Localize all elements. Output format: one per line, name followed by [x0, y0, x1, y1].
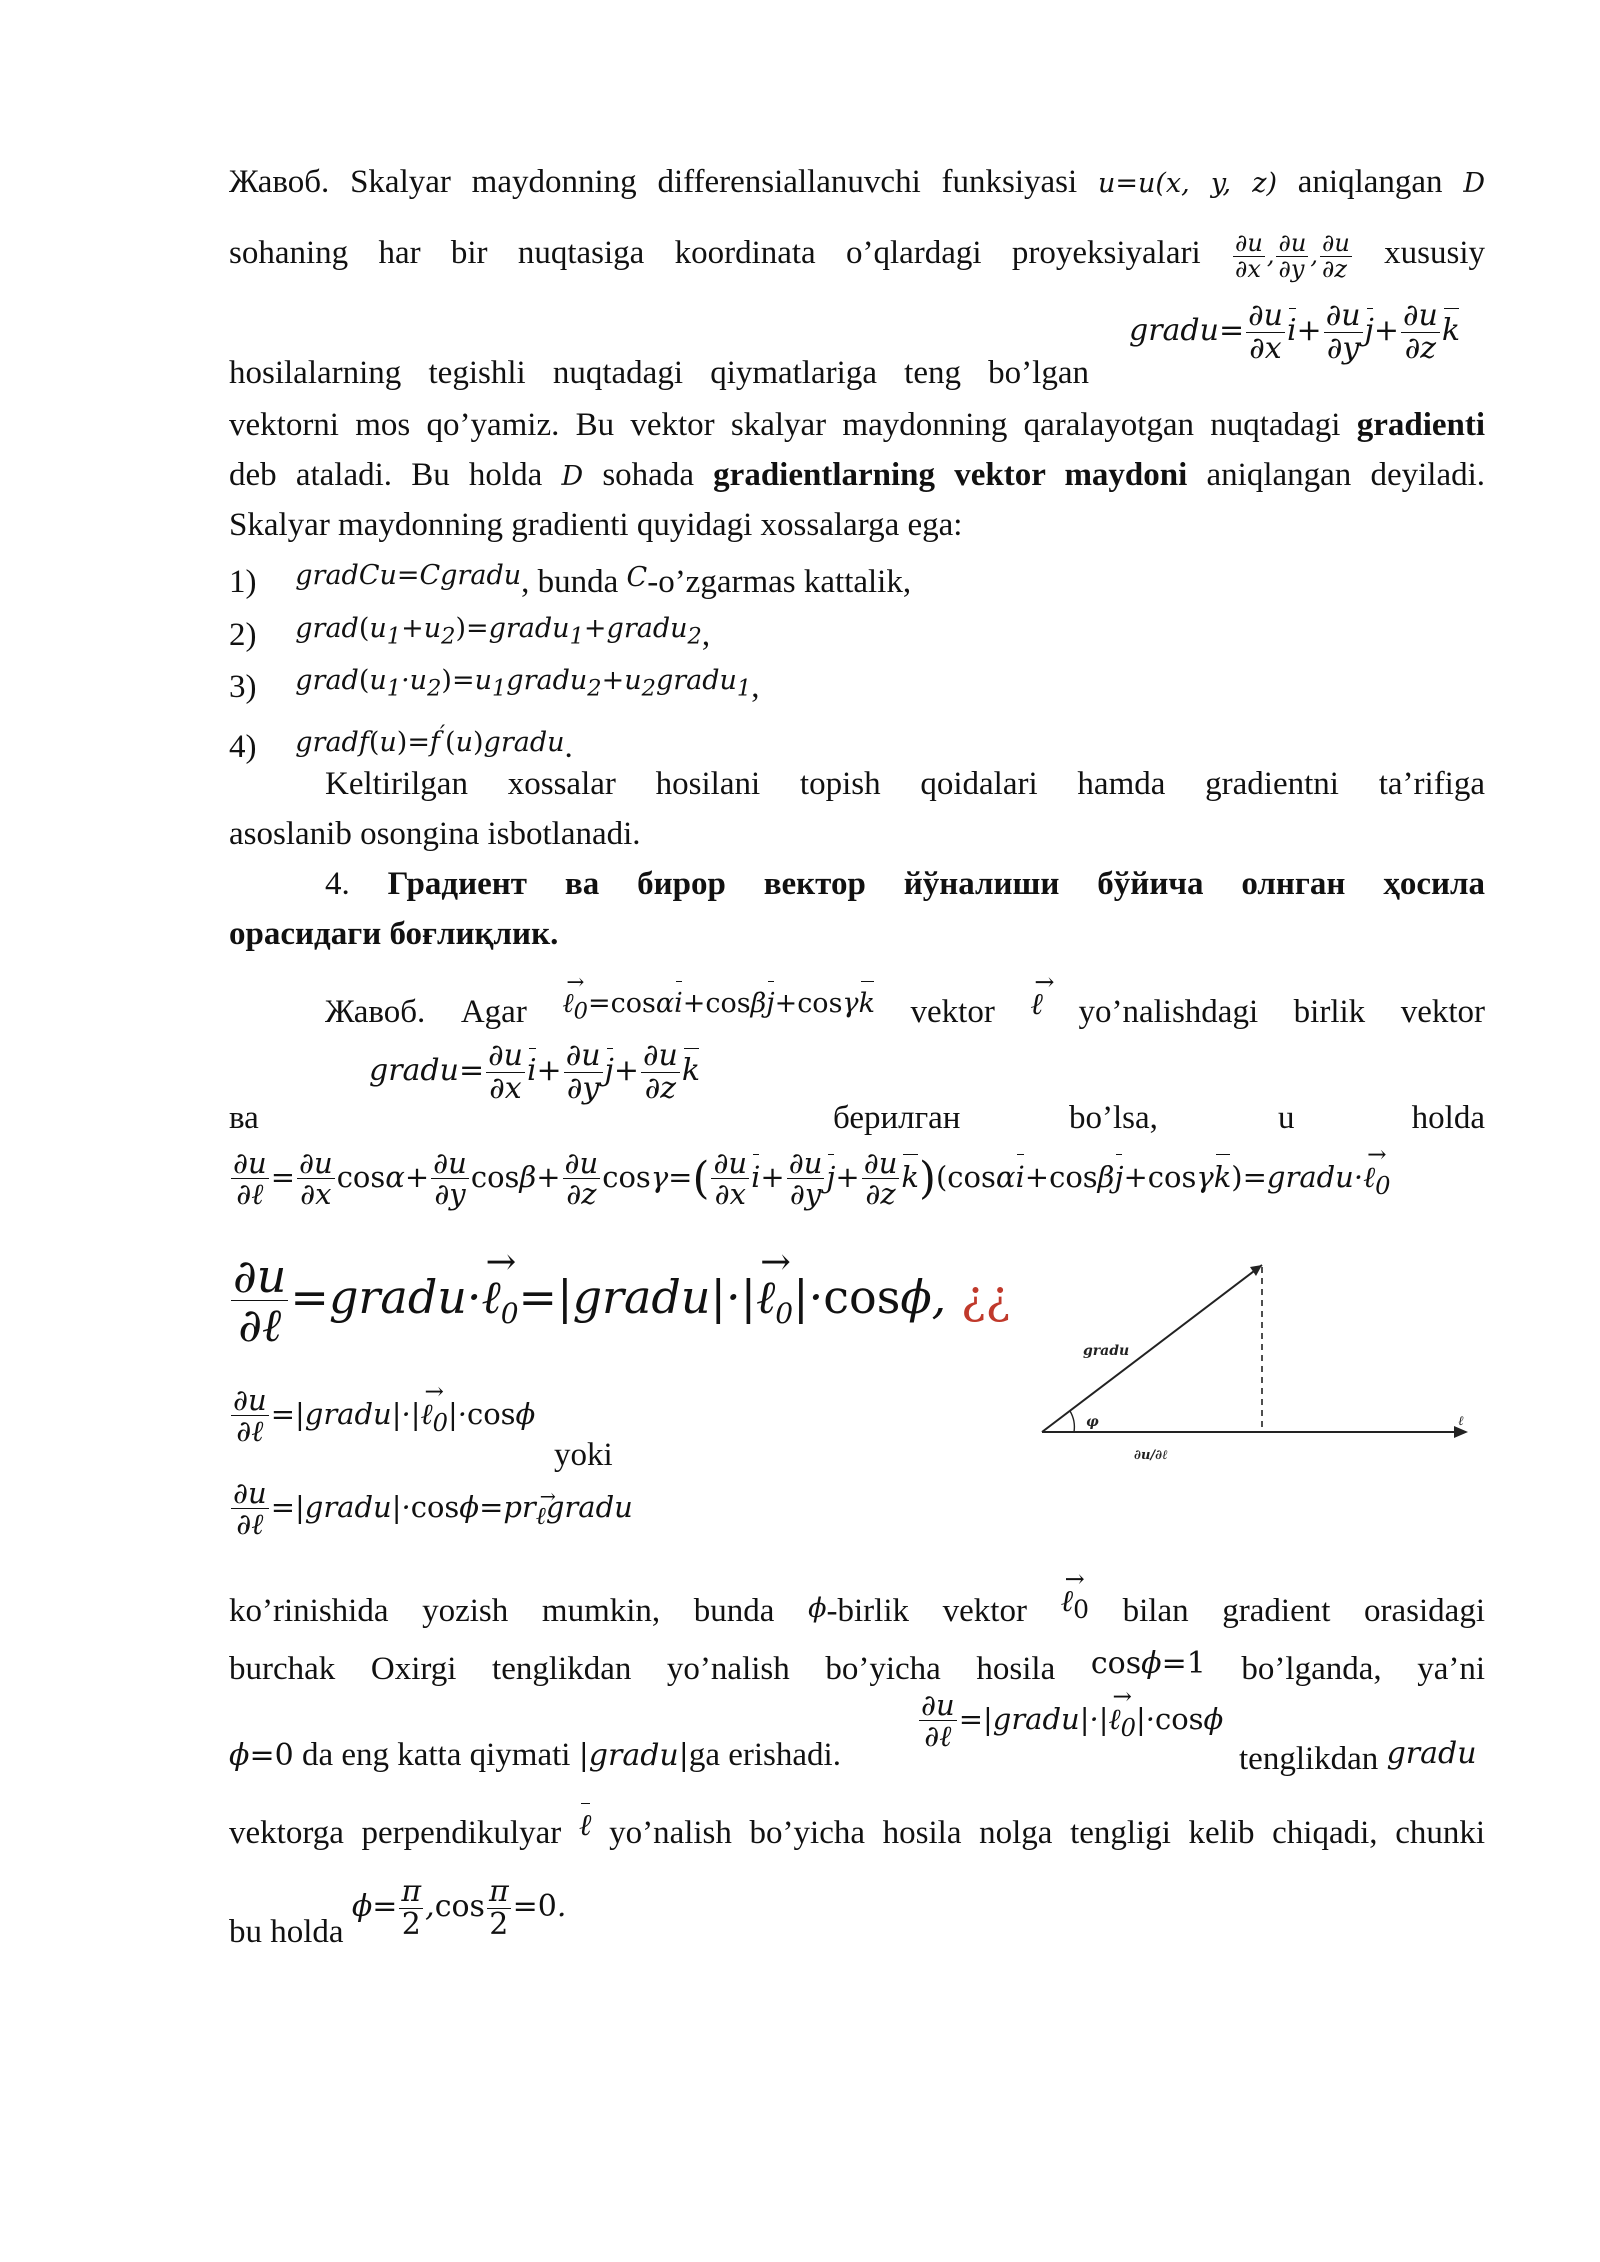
domain-letter: D — [1463, 168, 1486, 199]
property-2-number: 2) — [229, 617, 257, 653]
constant-letter: C — [626, 562, 648, 593]
intro-line-6 — [229, 500, 1485, 550]
domain-letter-2: D — [561, 461, 584, 492]
cos-phi-equals-one: cosϕ=1 — [1090, 1646, 1206, 1681]
gradient-projection-figure — [1030, 1245, 1480, 1475]
phi-equals-zero: ϕ=0 — [229, 1738, 294, 1773]
section-4-number: 4. — [325, 866, 350, 902]
answer-line-2: ва берилган bo’lsa, u holda — [229, 1100, 1485, 1136]
property-4: 4) gradf(u)=f′(u)gradu. — [229, 715, 1485, 774]
intro-lead: Жавоб. Skalyar maydonning differensiallanuvchi funksiyasi — [229, 164, 1078, 200]
section-4-title: Градиент ва бирор вектор йўналиши бўйича олнган ҳосила — [387, 866, 1485, 902]
intro-line-2-end: xususiy — [1384, 235, 1486, 271]
intro-after-func: aniqlangan — [1297, 164, 1443, 200]
properties-intro: Skalyar maydonning gradienti quyidagi xossalarga ega: — [229, 507, 963, 543]
property-1-formula: gradCu=Cgradu — [295, 560, 522, 591]
phi-pi-half: ϕ= $\frac{\pi}{2}$ ,cos $\frac{\pi}{2}$ =0. — [351, 1874, 567, 1942]
function-definition: u=u(x, y, z) — [1097, 168, 1277, 199]
property-3-number: 3) — [229, 669, 257, 705]
direction-label: ℓ — [1458, 1414, 1464, 1429]
remark-line-2: asoslanib osongina isbotlanadi. — [229, 816, 641, 852]
equation-modulus-2: $\frac{\partial u}{\text{∂ℓ}}$ =|gradu|·|→ ℓ$_0$|·cosϕ — [917, 1690, 1217, 1753]
equation-projection: $\frac{\partial u}{\text{∂ℓ}}$ =|gradu|·cosϕ=pr→ $_\ell$gradu — [229, 1478, 1485, 1541]
property-3-formula: grad(u1·u2)=u1gradu2+u2gradu1 — [295, 665, 752, 702]
gradient-modulus: |gradu| — [578, 1738, 689, 1773]
conclusion-line-1: ko’rinishida yozish mumkin, bunda ϕ-birlik vektor → ℓ$_0$ bilan gradient orasidagi — [229, 1586, 1485, 1645]
partial-derivatives-list: $\frac{\partial u}{\partial x}$ , $\frac{\partial u}{\partial y}$ , $\frac{\partial u}{\partial z}$ — [1234, 228, 1350, 283]
conclusion-line-3-end: tenglikdan gradu — [1239, 1736, 1477, 1777]
section-4-title-line-2: орасидаги боғлиқлик. — [229, 916, 559, 952]
property-4-number: 4) — [229, 729, 257, 765]
property-1-text: -o’zgarmas kattalik, — [647, 564, 912, 600]
directional-derivative-big: $\frac{\partial u}{\text{∂ℓ}}$ =gradu·→ ℓ$_0$=|gradu|·|→ ℓ$_0$|·cosϕ, ¿¿ — [229, 1252, 1485, 1350]
gradient-label: gradu — [1083, 1343, 1130, 1359]
section-4-title-line-1 — [229, 859, 1485, 909]
gradient-definition-formula: gradu= $\frac{\partial u}{\partial x}$ i+ $\frac{\partial u}{\partial y}$ j+ $\frac{\partial u}{\partial z}$ k — [1129, 298, 1461, 366]
unit-vector-l0: → ℓ$_0$ — [1061, 1584, 1089, 1619]
intro-line-5-mid: sohada — [602, 457, 694, 493]
unit-vector-formula: → $^{\ell_0=cos\alpha i+cos\beta j+cos\gamma k}$ — [562, 988, 875, 1019]
intro-line-5-pre: deb ataladi. Bu holda — [229, 457, 543, 493]
conclusion-line-4: vektorga perpendikulyar ℓ yo’nalish bo’yicha hosila nolga tengligi kelib chiqadi, chunki — [229, 1808, 1485, 1859]
conclusion-line-5: bu holda ϕ= $\frac{\pi}{2}$ ,cos $\frac{\pi}{2}$ =0. — [229, 1874, 567, 1950]
direction-vector: → ℓ — [1030, 987, 1043, 1022]
conclusion-line-2: burchak Oxirgi tenglikdan yo’nalish bo’yicha hosila cosϕ=1 bo’lganda, ya’ni — [229, 1646, 1486, 1687]
projection-label: ∂u/∂ℓ — [1134, 1448, 1168, 1463]
answer-line-1: Жавоб. Agar → $^{\ell_0=cos\alpha i+cos\beta j+cos\gamma k}$ vektor → ℓ yo’nalishdagi birlik vektor — [229, 987, 1485, 1046]
property-4-formula: gradf(u)=f′(u)gradu — [295, 721, 565, 758]
directional-derivative-expansion: $\frac{\partial u}{\text{∂ℓ}}$ = $\frac{\partial u}{\partial x}$ cosα+ $\frac{\partial u}{\partial y}$ cosβ+ $\frac{\partial u}{\partial z}$ cosγ=( $\frac{\partial u}{\partial x}$ i+ $\frac{\partial u}{\partial y}$ j+ $\frac{\partial u}{\partial z}$ k)(cosαi+cosβj+cosγk)=gradu·→ ℓ$_0$ — [229, 1148, 1485, 1211]
angle-label: φ — [1086, 1414, 1099, 1430]
property-3: 3) $^{grad(u_1\cdot u_2)=u_1gradu_2+u_2gradu_1}$, — [229, 662, 1485, 721]
remark-line-1: Keltirilgan xossalar hosilani topish qoidalari hamda gradientni ta’rifiga — [325, 766, 1485, 802]
intro-line-2-text: sohaning har bir nuqtasiga koordinata o’qlardagi proyeksiyalari — [229, 235, 1201, 271]
angle-phi: ϕ — [808, 1593, 827, 1624]
gradient-vector-line — [1042, 1265, 1262, 1432]
property-1: 1) $^{gradCu=Cgradu}$, bunda C-o’zgarmas kattalik, — [229, 557, 1485, 609]
gradient-arrowhead — [1250, 1265, 1262, 1276]
angle-arc — [1070, 1411, 1074, 1432]
conclusion-line-3: ϕ=0 da eng katta qiymati |gradu|ga erishadi. — [229, 1737, 841, 1773]
term-vector-field: gradientlarning vektor maydoni — [713, 457, 1188, 493]
garbled-chars: ¿¿ — [960, 1269, 1011, 1324]
intro-line-5-post: aniqlangan deyiladi. — [1206, 457, 1486, 493]
intro-line-4-text: vektorni mos qo’yamiz. Bu vektor skalyar maydonning qaralayotgan nuqtadagi — [229, 407, 1341, 443]
property-1-number: 1) — [229, 564, 257, 600]
intro-line-1 — [229, 157, 1485, 209]
property-2-formula: grad(u1+u2)=gradu1+gradu2 — [295, 613, 702, 650]
gradient-formula-2: gradu= $\frac{\partial u}{\partial x}$ i+ $\frac{\partial u}{\partial y}$ j+ $\frac{\partial u}{\partial z}$ k — [369, 1038, 701, 1106]
gradu-term: gradu — [1386, 1736, 1477, 1771]
yoki-label: yoki — [554, 1437, 613, 1473]
perpendicular-direction: ℓ — [579, 1808, 592, 1843]
intro-line-2 — [229, 228, 1485, 282]
intro-line-3-text: hosilalarning tegishli nuqtadagi qiymatlariga teng bo’lgan — [229, 355, 1089, 391]
intro-line-5 — [229, 450, 1485, 502]
property-2: 2) $^{grad(u_1+u_2)=gradu_1+gradu_2}$, — [229, 610, 1485, 669]
answer-lead: Жавоб. Agar — [325, 994, 527, 1030]
term-gradient: gradienti — [1356, 407, 1486, 443]
intro-line-4 — [229, 400, 1485, 450]
equation-modulus: $\frac{\partial u}{\text{∂ℓ}}$ =|gradu|·|→ ℓ$_0$|·cosϕ — [229, 1385, 1485, 1448]
